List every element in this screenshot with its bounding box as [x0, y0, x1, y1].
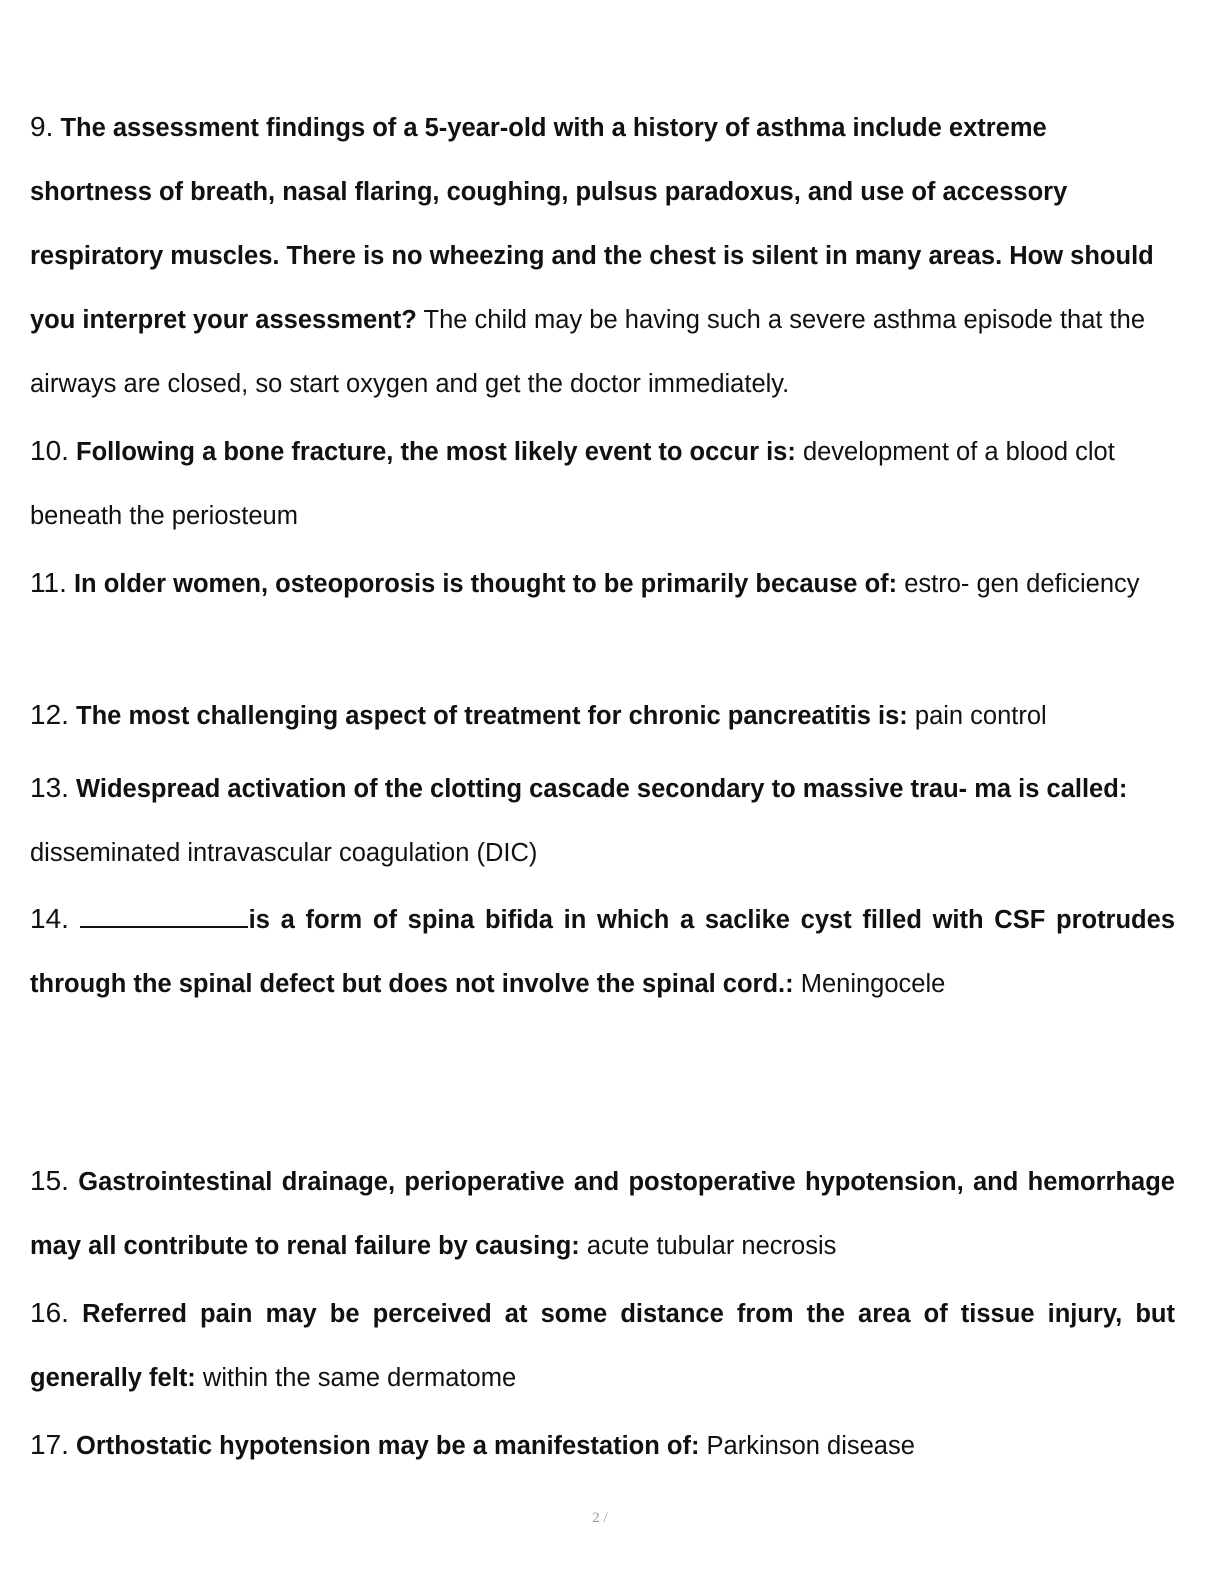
question-15 — [30, 1149, 1175, 1278]
answer-text: Parkinson disease — [706, 1432, 915, 1460]
question-text: is a form of spina bifida in which a saclike cyst filled with CSF protrudes through the spinal defect but does not involve the spinal cord.: — [30, 906, 1175, 998]
question-number: 14. — [30, 903, 69, 934]
answer-text: development of a blood clot beneath the periosteum — [30, 438, 1115, 530]
question-text: The assessment findings of a 5-year-old with a history of asthma include extreme shortness of breath, nasal flaring, coughing, pulsus paradoxus, and use of accessory respiratory muscles. There is no wheezing and the chest is silent in many areas. How should you interpret your assessment? — [30, 114, 1154, 334]
page-number: 2 / — [592, 1510, 608, 1526]
question-14 — [30, 887, 1175, 1016]
question-number: 12. — [30, 699, 69, 730]
question-17 — [30, 1413, 1175, 1478]
question-16 — [30, 1281, 1175, 1410]
question-number: 15. — [30, 1165, 69, 1196]
answer-text: The child may be having such a severe asthma episode that the airways are closed, so start oxygen and get the doctor immediately. — [30, 306, 1146, 398]
question-10 — [30, 419, 1175, 548]
answer-text: estro- gen deficiency — [904, 570, 1140, 598]
question-text: Orthostatic hypotension may be a manifestation of: — [76, 1432, 700, 1460]
question-11 — [30, 551, 1175, 616]
question-text: Referred pain may be perceived at some distance from the area of tissue injury, but generally felt: — [30, 1300, 1175, 1392]
question-13 — [30, 756, 1175, 885]
question-text: Following a bone fracture, the most likely event to occur is: — [76, 438, 796, 466]
question-number: 17. — [30, 1429, 69, 1460]
answer-text: disseminated intravascular coagulation (DIC) — [30, 839, 538, 867]
question-12 — [30, 683, 1175, 748]
question-text: Widespread activation of the clotting cascade secondary to massive trau- ma is called: — [76, 775, 1128, 803]
question-9 — [30, 95, 1175, 416]
question-text: Gastrointestinal drainage, perioperative and postoperative hypotension, and hemorrhage may all contribute to renal failure by causing: — [30, 1168, 1175, 1260]
question-number: 13. — [30, 772, 69, 803]
question-number: 11. — [30, 567, 67, 598]
answer-text: within the same dermatome — [202, 1364, 517, 1392]
question-number: 10. — [30, 435, 69, 466]
question-number: 16. — [30, 1297, 69, 1328]
fill-in-blank — [80, 902, 248, 928]
question-text: The most challenging aspect of treatment for chronic pancreatitis is: — [76, 702, 908, 730]
question-text: In older women, osteoporosis is thought to be primarily because of: — [73, 570, 898, 598]
answer-text: Meningocele — [800, 970, 946, 998]
answer-text: pain control — [914, 702, 1047, 730]
answer-text: acute tubular necrosis — [586, 1232, 837, 1260]
question-number: 9. — [30, 111, 54, 142]
